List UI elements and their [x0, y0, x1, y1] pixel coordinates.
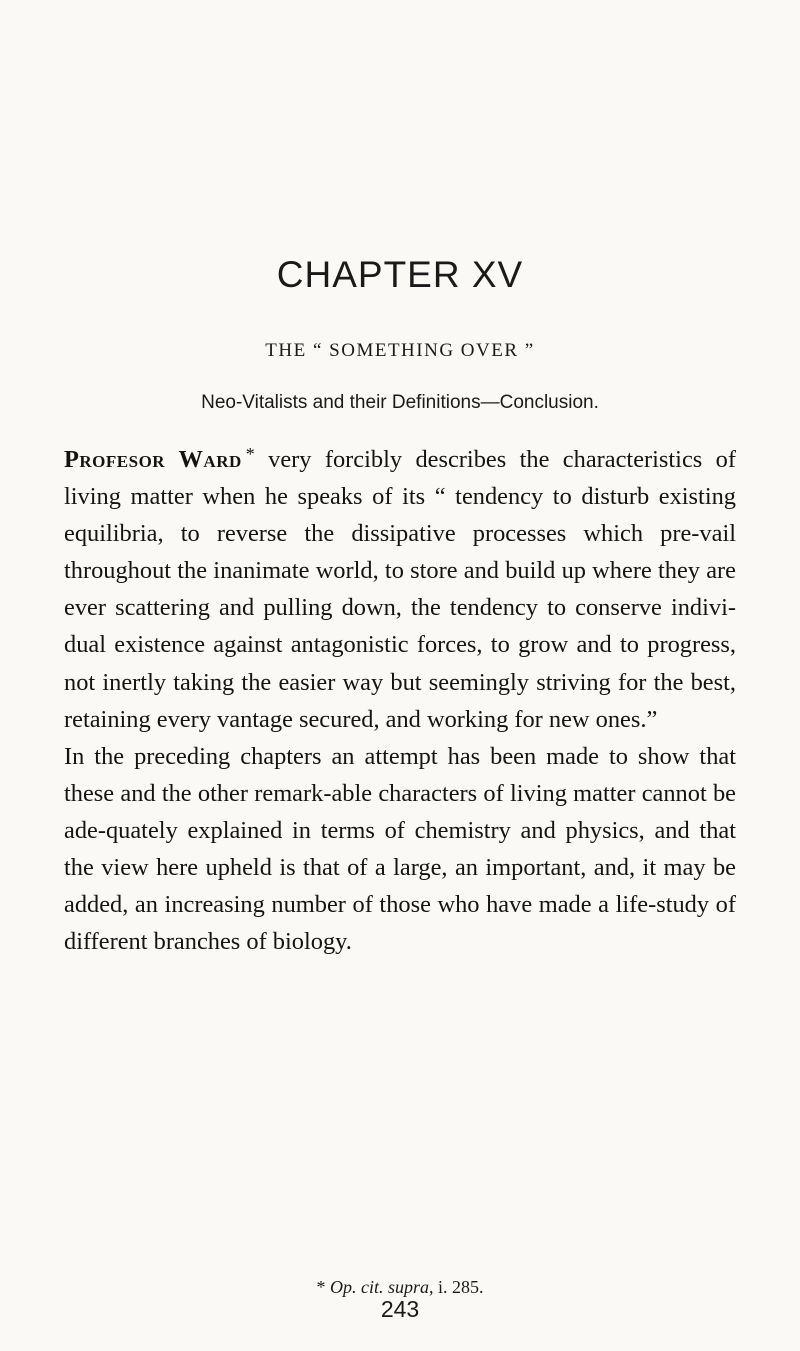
chapter-title: CHAPTER XV: [276, 254, 524, 295]
footnote-symbol: *: [316, 1277, 326, 1297]
section-title: THE “ SOMETHING OVER ”: [265, 340, 535, 361]
page-number: 243: [380, 1296, 420, 1322]
chapter-summary: Neo-Vitalists and their Definitions—Conclusion.: [201, 392, 599, 413]
footnote-reference: i. 285.: [437, 1277, 484, 1297]
paragraph-2: In the preceding chapters an attempt has been made to show that these and the other remark-able characters of living matter cannot be ade-quately explained in terms of chemistry and physics, and that the view here upheld is that of a large, an important, and, it may be added, an increasing number of those who have made a life-study of different branches of biology.: [64, 742, 736, 956]
body-text: [64, 436, 736, 960]
lead-words: Profesor Ward: [64, 446, 242, 473]
paragraph-1: [64, 436, 736, 738]
footnote: [0, 1277, 800, 1298]
footnote-marker: *: [245, 444, 255, 464]
footnote-citation: Op. cit. supra,: [329, 1277, 434, 1297]
paragraph-1-text: very forcibly describes the characteristics of living matter when he speaks of its “ tendency to disturb existing equilibria, to reverse the dissipative processes which pre-vail throughout the inanimate world, to store and build up where they are ever scattering and pulling down, the tendency to conserve indivi-dual existence against antagonistic forces, to grow and to progress, not inertly taking the easier way but seemingly striving for the best, retaining every vantage secured, and working for new ones.”: [64, 446, 736, 733]
